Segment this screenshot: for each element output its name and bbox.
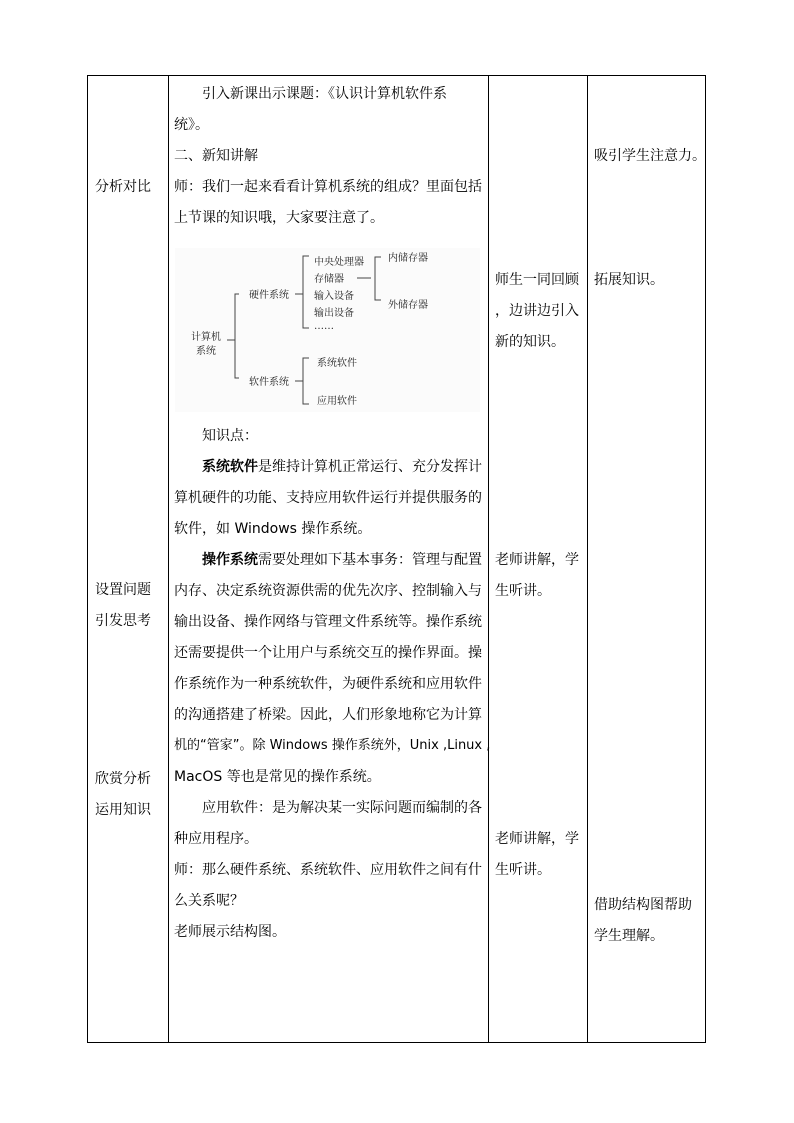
activity-b-line-2: 生听讲。 [495,583,551,599]
teacher-line-2: 上节课的知识哦，大家要注意了。 [174,210,384,226]
os-line-5: 作系统作为一种系统软件，为硬件系统和应用软件 [174,676,482,692]
question-line-1: 师：那么硬件系统、系统软件、应用软件之间有什 [174,862,482,878]
intent-c-line-1: 借助结构图帮助 [594,897,692,913]
diagram-software: 软件系统 [249,377,289,388]
system-software-line-3: 软件，如 Windows 操作系统。 [174,521,372,537]
intent-a: 吸引学生注意力。 [594,148,706,164]
teacher-line-1: 师：我们一起来看看计算机系统的组成？里面包括 [174,179,482,195]
os-line-1 [202,551,482,569]
diagram-cpu: 中央处理器 [314,257,364,268]
os-line-4: 还需要提供一个让用户与系统交互的操作界面。操 [174,645,482,661]
os-def: 需要处理如下基本事务：管理与配置 [258,552,482,568]
stage-label-apply-2: 运用知识 [95,802,151,818]
column-divider [587,76,588,1042]
activity-a-line-3: 新的知识。 [495,334,565,350]
system-software-def: 是维持计算机正常运行、充分发挥计 [258,459,482,475]
activity-a-line-1: 师生一同回顾 [495,272,579,288]
diagram-application-software: 应用软件 [317,396,357,407]
system-software-line-2: 算机硬件的功能、支持应用软件运行并提供服务的 [174,490,482,506]
system-software-term: 系统软件 [202,459,258,475]
os-line-7: 机的“管家”。除 Windows 操作系统外，Unix ,Linux , [174,738,491,753]
activity-c-line-2: 生听讲。 [495,862,551,878]
diagram-external-storage: 外储存器 [388,300,428,311]
diagram-ellipsis: …… [314,321,334,332]
os-line-2: 内存、决定系统资源供需的优先次序、控制输入与 [174,583,482,599]
os-line-6: 的沟通搭建了桥梁。因此，人们形象地称它为计算 [174,707,482,723]
intent-b: 拓展知识。 [594,272,664,288]
app-software-line-1: 应用软件：是为解决某一实际问题而编制的各 [202,800,482,816]
intro-line-1: 引入新课出示课题：《认识计算机软件系 [202,86,447,102]
activity-c-line-1: 老师讲解，学 [495,831,579,847]
diagram-internal-storage: 内储存器 [388,253,428,264]
stage-label-compare: 分析对比 [95,179,151,195]
diagram-input: 输入设备 [314,291,354,302]
diagram-root-line-1: 计算机 [191,332,221,343]
os-line-8: MacOS 等也是常见的操作系统。 [174,769,381,785]
section-heading: 二、新知讲解 [174,148,258,164]
question-line-2: 么关系呢？ [174,893,244,909]
diagram-storage: 存储器 [314,274,344,285]
diagram-hardware: 硬件系统 [249,290,289,301]
intent-c-line-2: 学生理解。 [594,928,664,944]
activity-b-line-1: 老师讲解，学 [495,552,579,568]
stage-label-apply-1: 欣赏分析 [95,771,151,787]
knowledge-heading: 知识点： [202,428,258,444]
column-divider [488,76,489,1042]
stage-label-question-2: 引发思考 [95,613,151,629]
os-term: 操作系统 [202,552,258,568]
os-line-3: 输出设备、操作网络与管理文件系统等。操作系统 [174,614,482,630]
app-software-line-2: 种应用程序。 [174,831,258,847]
system-software-line-1 [202,458,482,476]
diagram-root-line-2: 系统 [196,346,216,357]
diagram-system-software: 系统软件 [317,358,357,369]
computer-system-diagram [175,248,480,412]
stage-label-question-1: 设置问题 [95,582,151,598]
column-divider [168,76,169,1042]
show-diagram-line: 老师展示结构图。 [174,924,286,940]
activity-a-line-2: ，边讲边引入 [495,303,579,319]
diagram-output: 输出设备 [314,308,354,319]
intro-line-2: 统》。 [174,117,209,133]
